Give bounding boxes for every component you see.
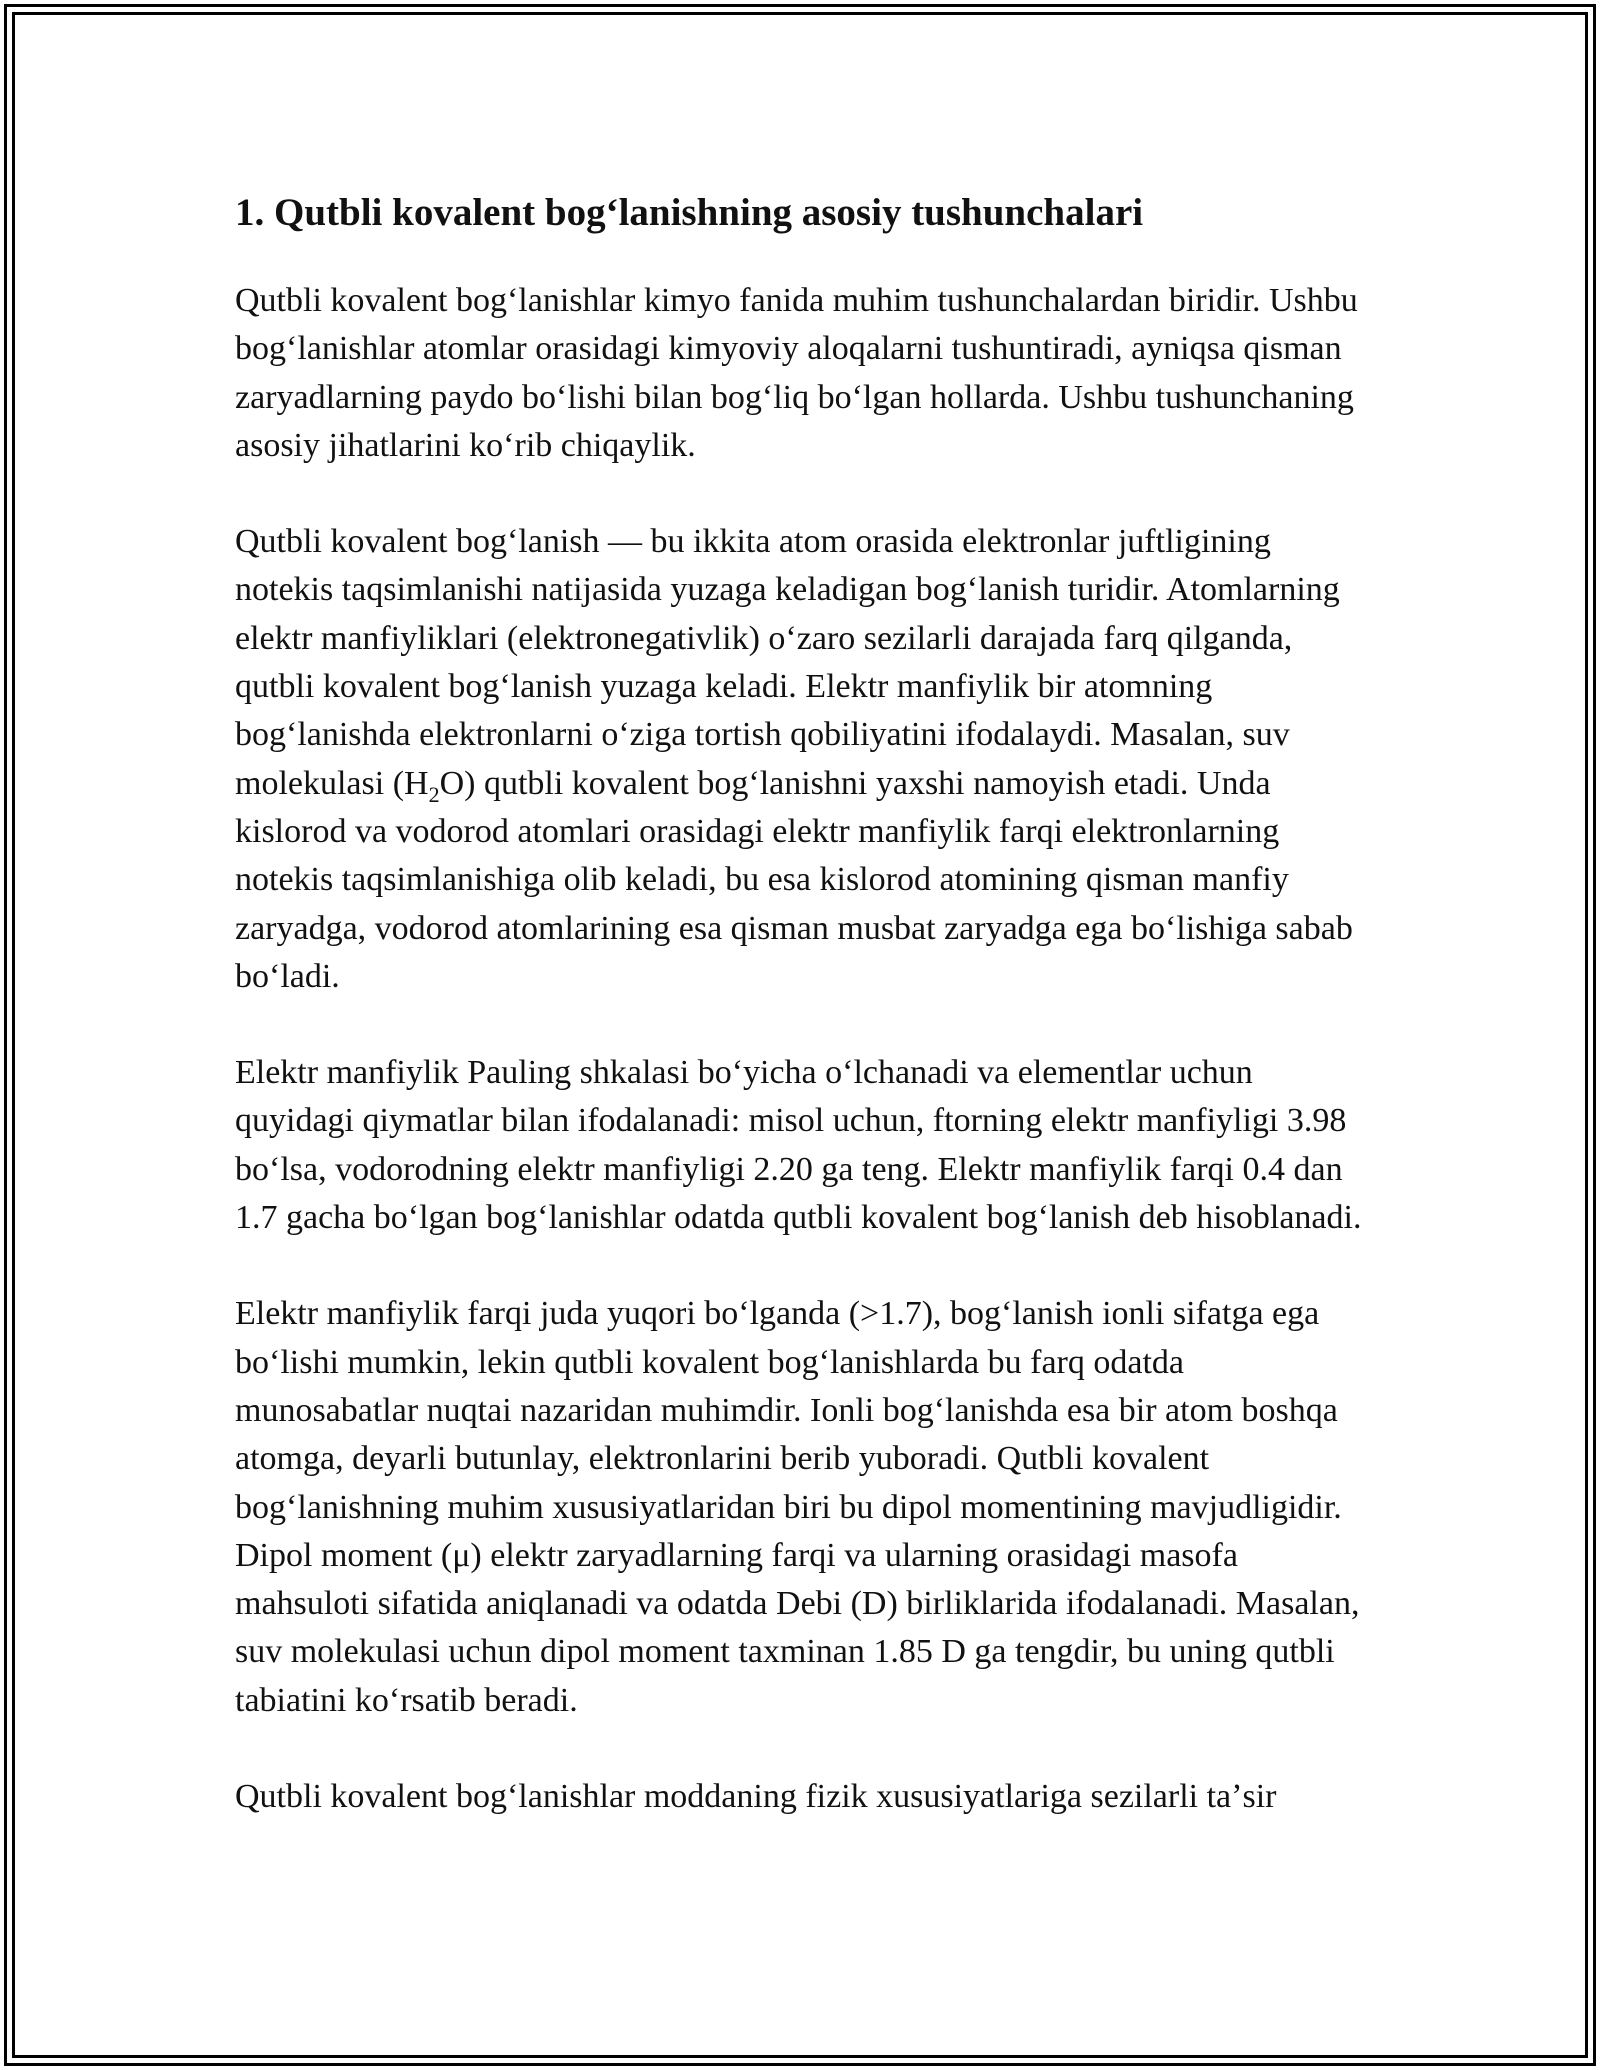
paragraph-definition-text-start: Qutbli kovalent bogʻlanish — bu ikkita atom orasida elektronlar juftligining notekis taqsimlanishi natijasida yuzaga keladigan bogʻlanish turidir. Atomlarning elektr manfiyliklari (elektronegativlik) oʻzaro sezilarli darajada farq qilganda, qutbli kovalent bogʻlanish yuzaga keladi. Elektr manfiylik bir atomning bogʻlanishda elektronlarni oʻziga tortish qobiliyatini ifodalaydi. Masalan, suv molekulasi (H <box>235 523 1340 802</box>
section-heading: 1. Qutbli kovalent bogʻlanishning asosiy tushunchalari <box>235 191 1144 234</box>
paragraph-pauling-scale: Elektr manfiylik Pauling shkalasi boʻyicha oʻlchanadi va elementlar uchun quyidagi qiymatlar bilan ifodalanadi: misol uchun, ftorning elektr manfiyligi 3.98 boʻlsa, vodorodning elektr manfiyligi 2.20 ga teng. Elektr manfiylik farqi 0.4 dan 1.7 gacha boʻlgan bogʻlanishlar odatda qutbli kovalent bogʻlanish deb hisoblanadi. <box>235 1054 1362 1237</box>
paragraph-intro: Qutbli kovalent bogʻlanishlar kimyo fanida muhim tushunchalardan biridir. Ushbu bogʻlanishlar atomlar orasidagi kimyoviy aloqalarni tushuntiradi, ayniqsa qisman zaryadlarning paydo boʻlishi bilan bogʻliq boʻlgan hollarda. Ushbu tushunchaning asosiy jihatlarini koʻrib chiqaylik. <box>235 282 1358 464</box>
paragraph-physical-properties: Qutbli kovalent bogʻlanishlar moddaning fizik xususiyatlariga sezilarli taʼsir <box>235 1778 1277 1816</box>
paragraph-definition-text-end: O) qutbli kovalent bogʻlanishni yaxshi namoyish etadi. Unda kislorod va vodorod atomlari orasidagi elektr manfiylik farqi elektronlarning notekis taqsimlanishiga olib keladi, bu esa kislorod atomining qisman manfiy zaryadga, vodorod atomlarining esa qisman musbat zaryadga ega boʻlishiga sabab boʻladi. <box>235 764 1353 995</box>
paragraph-dipole-moment: Elektr manfiylik farqi juda yuqori boʻlganda (>1.7), bogʻlanish ionli sifatga ega boʻlishi mumkin, lekin qutbli kovalent bogʻlanishlarda bu farq odatda munosabatlar nuqtai nazaridan muhimdir. Ionli bogʻlanishda esa bir atom boshqa atomga, deyarli butunlay, elektronlarini berib yuboradi. Qutbli kovalent bogʻlanishning muhim xususiyatlaridan biri bu dipol momentining mavjudligidir. Dipol moment (μ) elektr zaryadlarning farqi va ularning orasidagi masofa mahsuloti sifatida aniqlanadi va odatda Debi (D) birliklarida ifodalanadi. Masalan, suv molekulasi uchun dipol moment taxminan 1.85 D ga tengdir, bu uning qutbli tabiatini koʻrsatib beradi. <box>235 1295 1360 1719</box>
paragraph-definition <box>235 518 1375 1001</box>
water-formula-subscript: 2 <box>428 781 440 807</box>
document-body <box>235 185 1375 1821</box>
